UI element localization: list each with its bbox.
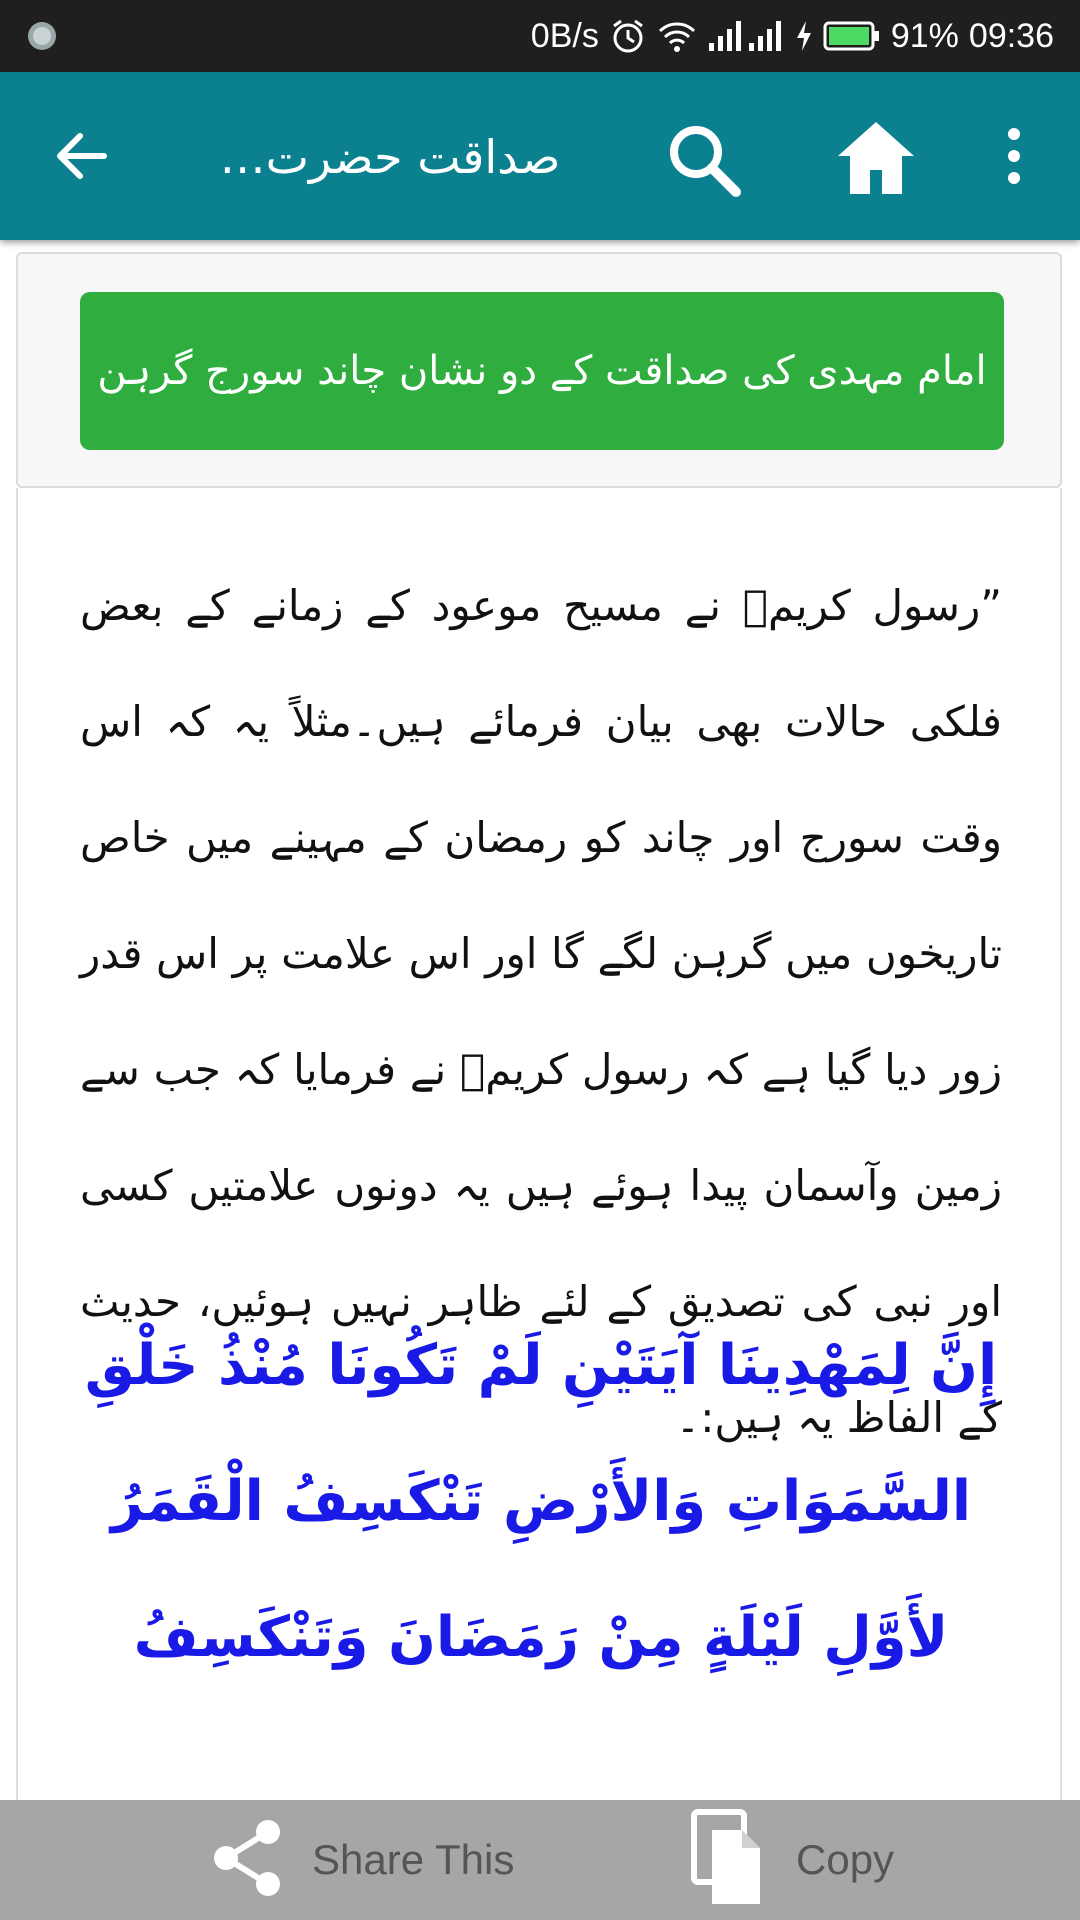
copy-icon <box>690 1808 766 1912</box>
app-notification-icon <box>26 20 58 56</box>
app-bar <box>0 72 1080 240</box>
share-label: Share This <box>312 1836 515 1883</box>
signal-icon <box>707 19 785 53</box>
urdu-paragraph: ”رسول کریمؐ نے مسیح موعود کے زمانے کے بعض فلکی حالات بھی بیان فرمائے ہیں۔مثلاً یہ کہ اس وقت سورج اور چاند کو رمضان کے مہینے میں خاص تاریخوں میں گرہن لگے گا اور اس علامت پر اس قدر زور دیا گیا ہے کہ رسول کریمؐ نے فرمایا کہ جب سے زمین وآسمان پیدا ہوئے ہیں یہ دونوں علامتیں کسی اور نبی کی تصدیق کے لئے ظاہر نہیں ہوئیں، حدیث کے الفاظ یہ ہیں:۔ <box>80 581 1002 1442</box>
battery-icon <box>823 20 881 52</box>
bottom-bar <box>0 1800 1080 1920</box>
share-button[interactable] <box>210 1800 550 1920</box>
home-icon[interactable] <box>834 118 918 198</box>
section-banner: امام مہدی کی صداقت کے دو نشان چاند سورج گرہن <box>80 292 1004 450</box>
search-icon[interactable] <box>664 120 744 200</box>
copy-button[interactable] <box>690 1800 950 1920</box>
battery-percent: 91% <box>890 16 959 55</box>
copy-label: Copy <box>796 1836 895 1883</box>
wifi-icon <box>657 19 697 53</box>
clock: 09:36 <box>968 16 1054 55</box>
header-card <box>16 252 1062 488</box>
status-bar <box>0 0 1080 72</box>
arabic-hadith: إِنَّ لِمَهْدِينَا آيَتَيْنِ لَمْ تَكُونَا مُنْذُ خَلْقِ السَّمَوَاتِ وَالأَرْضِ تَنْكَسِفُ الْقَمَرُ لأَوَّلِ لَيْلَةٍ مِنْ رَمَضَانَ وَتَنْكَسِفُ <box>84 1333 998 1670</box>
share-icon <box>210 1818 286 1902</box>
charging-icon <box>795 19 813 53</box>
more-vert-icon[interactable] <box>996 124 1032 188</box>
alarm-icon <box>609 17 647 55</box>
content-card <box>16 488 1062 1920</box>
network-speed: 0B/s <box>530 16 599 55</box>
back-arrow-icon[interactable] <box>50 124 114 188</box>
page-title: صداقت حضرت… <box>219 130 561 184</box>
status-icons <box>531 0 1054 72</box>
